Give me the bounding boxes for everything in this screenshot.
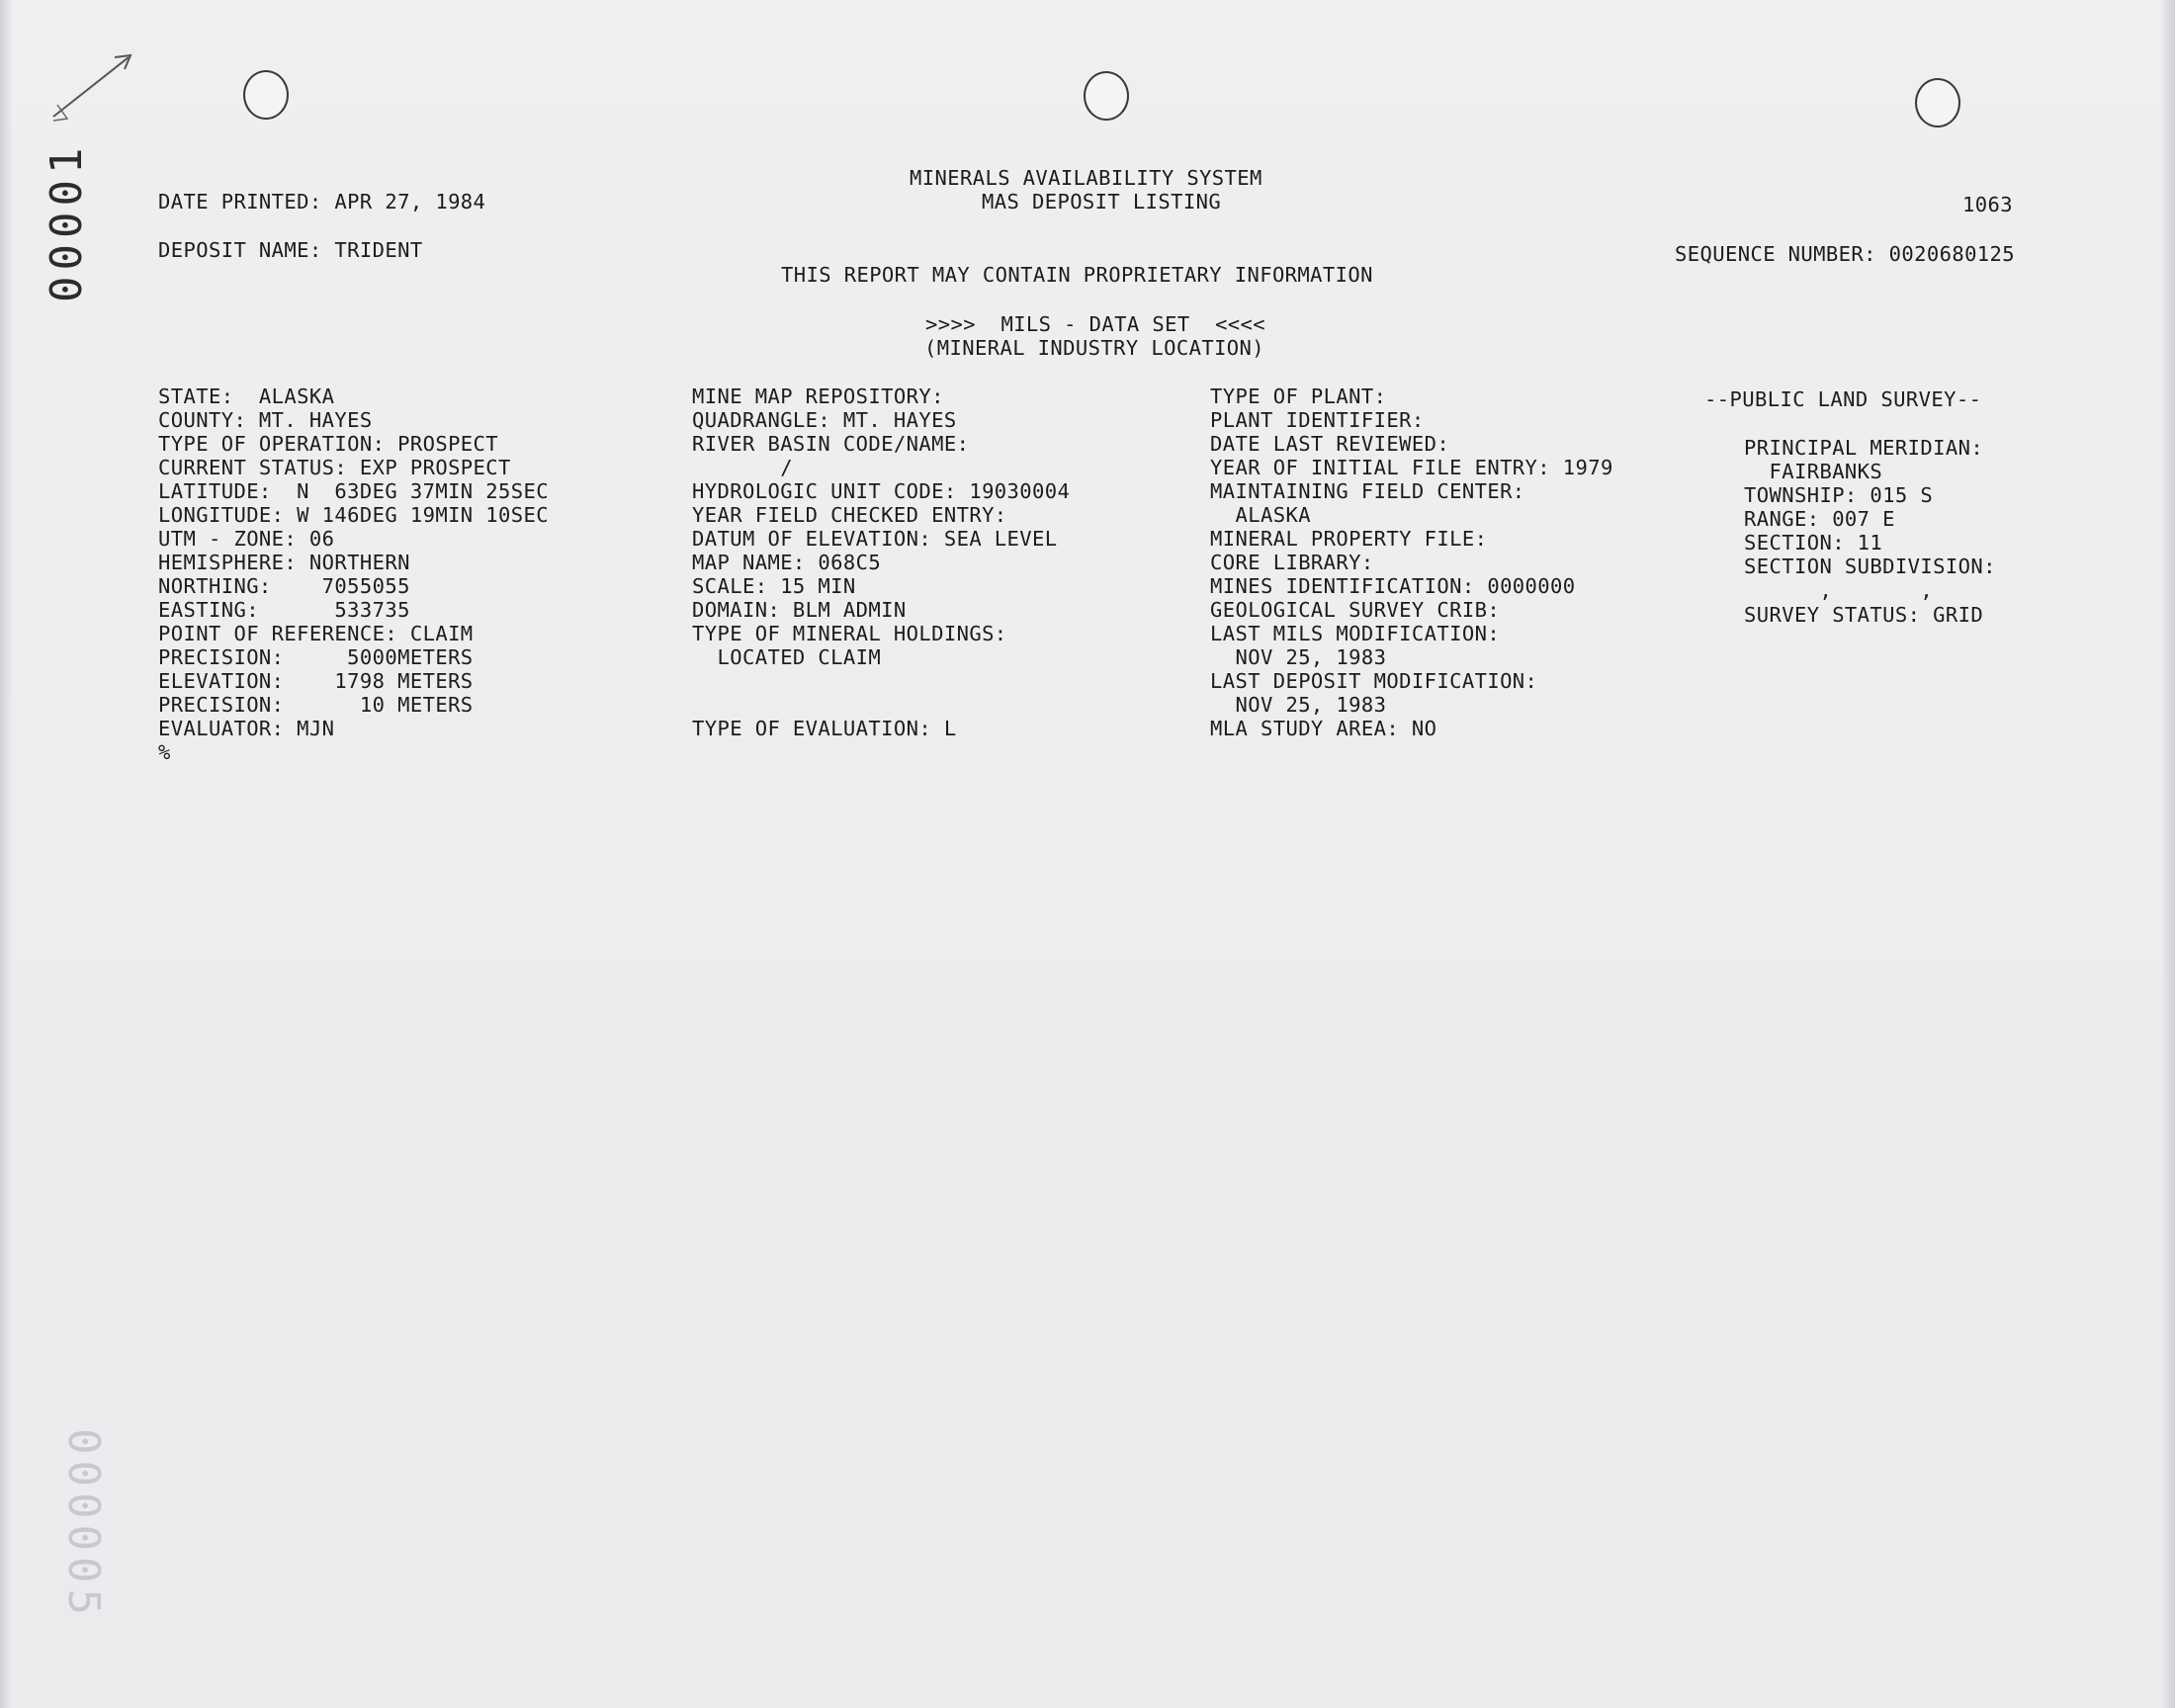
page-right-edge [2161, 0, 2175, 1708]
field-line: PLANT IDENTIFIER: [1210, 408, 1425, 432]
field-line: NOV 25, 1983 [1210, 693, 1387, 717]
field-line: LAST MILS MODIFICATION: [1210, 622, 1501, 645]
field-line: PRECISION: 10 METERS [158, 693, 474, 717]
field-line: DATUM OF ELEVATION: SEA LEVEL [692, 527, 1058, 551]
field-line: MAINTAINING FIELD CENTER: [1210, 479, 1525, 503]
field-line: , , [1744, 578, 1934, 602]
field-line: PRINCIPAL MERIDIAN: [1744, 436, 1984, 460]
page-stamp-bottom: 000005 [58, 1428, 109, 1621]
field-line: STATE: ALASKA [158, 384, 335, 408]
field-line: DATE LAST REVIEWED: [1210, 432, 1450, 456]
field-line: TYPE OF MINERAL HOLDINGS: [692, 622, 1007, 645]
field-line: QUADRANGLE: MT. HAYES [692, 408, 957, 432]
land-survey-column [1744, 436, 1996, 627]
page-left-edge [0, 0, 12, 1708]
field-line: COUNTY: MT. HAYES [158, 408, 373, 432]
field-line: POINT OF REFERENCE: CLAIM [158, 622, 474, 645]
data-set-subtitle: (MINERAL INDUSTRY LOCATION) [924, 336, 1265, 360]
field-line: LATITUDE: N 63DEG 37MIN 25SEC [158, 479, 550, 503]
field-line: MINERAL PROPERTY FILE: [1210, 527, 1488, 551]
field-line: / [692, 456, 793, 479]
field-line: ELEVATION: 1798 METERS [158, 669, 474, 693]
field-line: LONGITUDE: W 146DEG 19MIN 10SEC [158, 503, 550, 527]
page-number: 1063 [1962, 193, 2013, 216]
field-line: DOMAIN: BLM ADMIN [692, 598, 907, 622]
field-line: HYDROLOGIC UNIT CODE: 19030004 [692, 479, 1071, 503]
field-line: EVALUATOR: MJN [158, 717, 335, 740]
field-line [692, 669, 1070, 693]
public-land-survey-heading: --PUBLIC LAND SURVEY-- [1704, 387, 1982, 411]
deposit-name: DEPOSIT NAME: TRIDENT [158, 238, 423, 262]
field-line: CURRENT STATUS: EXP PROSPECT [158, 456, 511, 479]
field-line: TYPE OF PLANT: [1210, 384, 1387, 408]
field-line: NOV 25, 1983 [1210, 645, 1387, 669]
field-line: MAP NAME: 068C5 [692, 551, 882, 574]
field-line [692, 693, 1070, 717]
field-line: MINE MAP REPOSITORY: [692, 384, 944, 408]
data-set-title: >>>> MILS - DATA SET <<<< [925, 312, 1266, 336]
field-line: SECTION: 11 [1744, 531, 1883, 555]
page-stamp-top: 00001 [42, 141, 92, 302]
field-line: TOWNSHIP: 015 S [1744, 483, 1934, 507]
punch-hole-right [1915, 78, 1960, 128]
field-line: PRECISION: 5000METERS [158, 645, 474, 669]
repository-column [692, 384, 1070, 740]
field-line: ALASKA [1210, 503, 1311, 527]
field-line: SCALE: 15 MIN [692, 574, 856, 598]
field-line: YEAR OF INITIAL FILE ENTRY: 1979 [1210, 456, 1613, 479]
plant-column [1210, 384, 1613, 740]
date-printed: DATE PRINTED: APR 27, 1984 [158, 190, 486, 214]
field-line: EASTING: 533735 [158, 598, 410, 622]
listing-title: MAS DEPOSIT LISTING [982, 190, 1222, 214]
system-title: MINERALS AVAILABILITY SYSTEM [910, 166, 1262, 190]
field-line: LAST DEPOSIT MODIFICATION: [1210, 669, 1538, 693]
field-line: CORE LIBRARY: [1210, 551, 1374, 574]
field-line: SECTION SUBDIVISION: [1744, 555, 1996, 578]
handwritten-arrow-mark [45, 49, 144, 128]
punch-hole-center [1084, 71, 1129, 121]
field-line: TYPE OF EVALUATION: L [692, 717, 957, 740]
field-line: % [158, 740, 171, 764]
proprietary-notice: THIS REPORT MAY CONTAIN PROPRIETARY INFORMATION [781, 263, 1373, 287]
field-line: YEAR FIELD CHECKED ENTRY: [692, 503, 1007, 527]
field-line: TYPE OF OPERATION: PROSPECT [158, 432, 499, 456]
field-line: RIVER BASIN CODE/NAME: [692, 432, 970, 456]
field-line: HEMISPHERE: NORTHERN [158, 551, 410, 574]
location-column [158, 384, 549, 764]
sequence-number: SEQUENCE NUMBER: 0020680125 [1675, 242, 2016, 266]
field-line: RANGE: 007 E [1744, 507, 1895, 531]
field-line: SURVEY STATUS: GRID [1744, 603, 1984, 627]
field-line: UTM - ZONE: 06 [158, 527, 335, 551]
field-line: FAIRBANKS [1744, 460, 1883, 483]
field-line: MLA STUDY AREA: NO [1210, 717, 1437, 740]
field-line: MINES IDENTIFICATION: 0000000 [1210, 574, 1576, 598]
field-line: GEOLOGICAL SURVEY CRIB: [1210, 598, 1501, 622]
punch-hole-left [243, 70, 289, 120]
field-line: NORTHING: 7055055 [158, 574, 410, 598]
field-line: LOCATED CLAIM [692, 645, 882, 669]
